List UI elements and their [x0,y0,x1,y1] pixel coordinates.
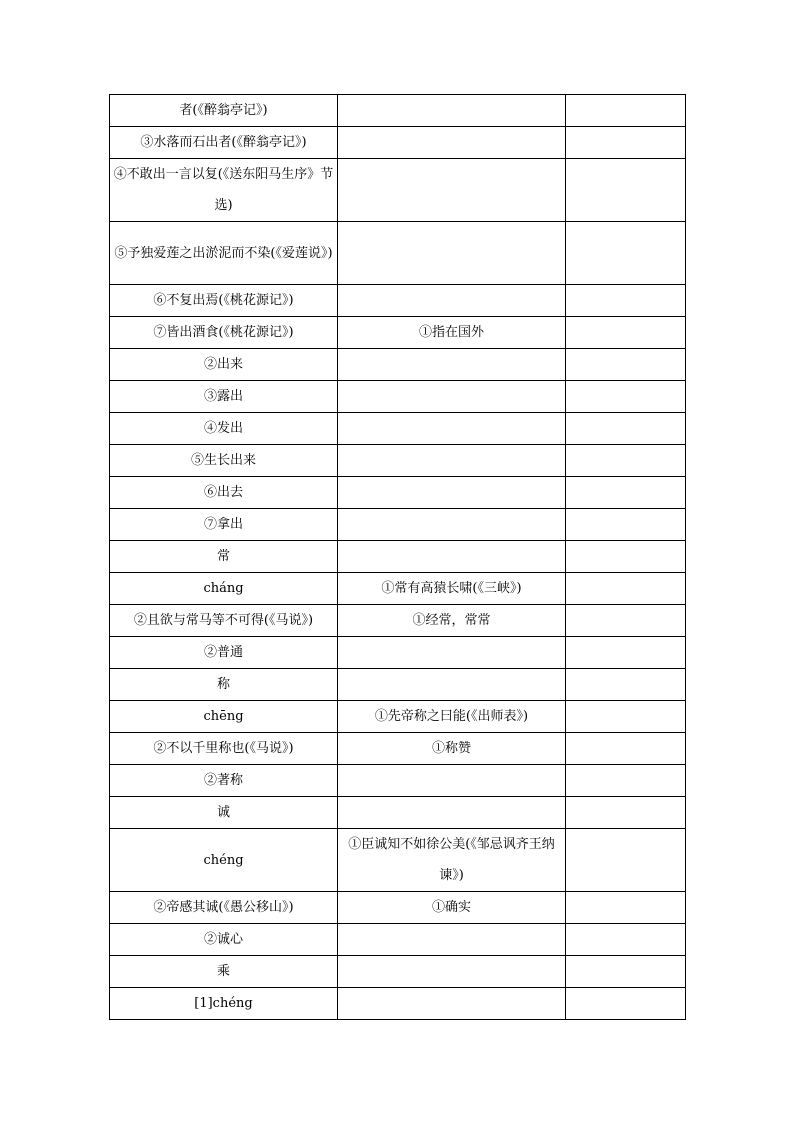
table-cell-col1: ③水落而石出者(《醉翁亭记》) [110,127,338,159]
table-cell-col1: ②普通 [110,637,338,669]
table-cell-col1: ④发出 [110,413,338,445]
table-cell-col2 [338,765,566,797]
table-row [110,349,686,381]
table-cell-col1: ⑥不复出焉(《桃花源记》) [110,285,338,317]
table-cell-col1: ③露出 [110,381,338,413]
table-row [110,477,686,509]
table-cell-col3 [566,413,686,445]
table-row [110,413,686,445]
vocabulary-table [109,94,686,1020]
table-row [110,637,686,669]
table-cell-col2 [338,956,566,988]
table-cell-col1: [1]chéng [110,988,338,1020]
table-row [110,892,686,924]
table-cell-col1: ⑤生长出来 [110,445,338,477]
table-cell-col1: 者(《醉翁亭记》) [110,95,338,127]
table-cell-col2 [338,349,566,381]
table-cell-col3 [566,573,686,605]
table-cell-col1: ②诚心 [110,924,338,956]
table-row [110,765,686,797]
table-cell-col3 [566,829,686,892]
table-cell-col2 [338,541,566,573]
table-cell-col3 [566,349,686,381]
table-row [110,285,686,317]
table-row [110,669,686,701]
table-cell-col2: ①常有高猿长啸(《三峡》) [338,573,566,605]
table-row [110,701,686,733]
table-cell-col3 [566,988,686,1020]
table-cell-col2 [338,95,566,127]
table-cell-col3 [566,222,686,285]
table-body [110,95,686,1020]
table-cell-col2: ①经常，常常 [338,605,566,637]
table-cell-col3 [566,317,686,349]
table-cell-col3 [566,477,686,509]
table-cell-col3 [566,95,686,127]
table-row [110,509,686,541]
table-cell-col3 [566,285,686,317]
table-cell-col2: ①臣诚知不如徐公美(《邹忌讽齐王纳谏》) [338,829,566,892]
table-cell-col1: ②出来 [110,349,338,381]
table-cell-col1: ②著称 [110,765,338,797]
table-row [110,127,686,159]
table-cell-col2 [338,637,566,669]
table-cell-col2 [338,285,566,317]
table-row [110,222,686,285]
table-cell-col1: ⑥出去 [110,477,338,509]
table-cell-col2 [338,924,566,956]
table-cell-col3 [566,637,686,669]
table-cell-col2: ①先帝称之曰能(《出师表》) [338,701,566,733]
table-row [110,988,686,1020]
table-cell-col2 [338,413,566,445]
table-row [110,605,686,637]
table-cell-col3 [566,669,686,701]
table-cell-col1: cháng [110,573,338,605]
table-cell-col3 [566,701,686,733]
table-cell-col1: ⑦拿出 [110,509,338,541]
table-row [110,573,686,605]
table-cell-col2 [338,127,566,159]
table-row [110,733,686,765]
table-cell-col1: 常 [110,541,338,573]
table-cell-col3 [566,509,686,541]
table-cell-col1: ②且欲与常马等不可得(《马说》) [110,605,338,637]
table-row [110,829,686,892]
table-cell-col3 [566,541,686,573]
table-cell-col2 [338,509,566,541]
table-cell-col1: ④不敢出一言以复(《送东阳马生序》节选) [110,159,338,222]
table-cell-col3 [566,605,686,637]
table-cell-col2 [338,159,566,222]
table-row [110,317,686,349]
table-cell-col2 [338,797,566,829]
table-row [110,95,686,127]
table-cell-col2: ①确实 [338,892,566,924]
table-cell-col3 [566,797,686,829]
table-cell-col2 [338,222,566,285]
table-cell-col1: chēng [110,701,338,733]
table-cell-col1: ②不以千里称也(《马说》) [110,733,338,765]
table-cell-col2: ①称赞 [338,733,566,765]
table-cell-col3 [566,127,686,159]
table-cell-col3 [566,765,686,797]
table-row [110,381,686,413]
table-cell-col3 [566,892,686,924]
table-cell-col2: ①指在国外 [338,317,566,349]
table-row [110,541,686,573]
table-cell-col3 [566,381,686,413]
table-cell-col1: ②帝感其诚(《愚公移山》) [110,892,338,924]
table-row [110,956,686,988]
table-cell-col2 [338,445,566,477]
table-cell-col1: 诚 [110,797,338,829]
table-cell-col3 [566,733,686,765]
table-cell-col3 [566,159,686,222]
table-cell-col2 [338,381,566,413]
table-row [110,159,686,222]
table-cell-col1: 乘 [110,956,338,988]
table-cell-col1: 称 [110,669,338,701]
table-row [110,797,686,829]
table-cell-col1: ⑦皆出酒食(《桃花源记》) [110,317,338,349]
table-cell-col1: ⑤予独爱莲之出淤泥而不染(《爱莲说》) [110,222,338,285]
table-row [110,445,686,477]
table-cell-col3 [566,956,686,988]
table-cell-col2 [338,477,566,509]
table-cell-col1: chéng [110,829,338,892]
table-cell-col2 [338,988,566,1020]
table-cell-col2 [338,669,566,701]
table-cell-col3 [566,924,686,956]
table-row [110,924,686,956]
table-cell-col3 [566,445,686,477]
